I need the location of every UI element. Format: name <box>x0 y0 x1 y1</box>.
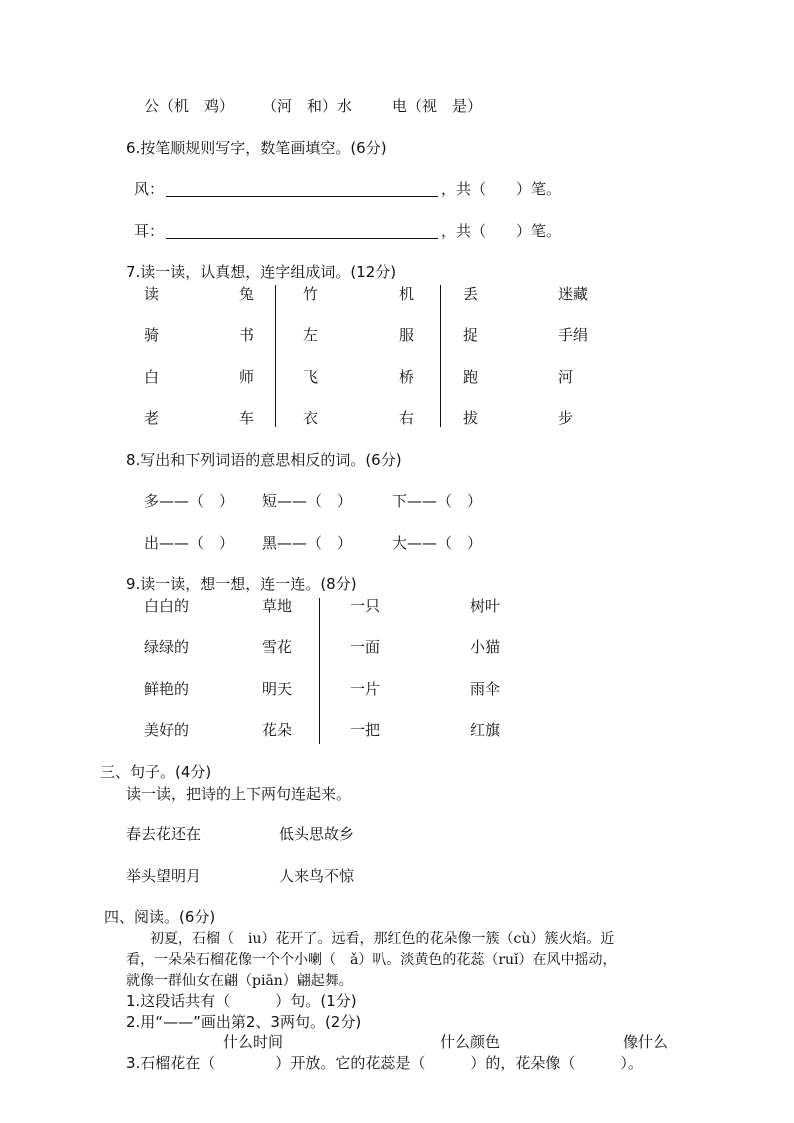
q7-word[interactable]: 步 <box>558 409 574 427</box>
q6-answer-line-1[interactable] <box>166 196 438 197</box>
poem-line[interactable]: 举头望明月 <box>126 867 202 885</box>
q7-divider-1 <box>275 285 276 427</box>
reading-q1: 1.这段话共有（ ）句。(1分) <box>126 992 357 1010</box>
q9-word[interactable]: 花朵 <box>262 721 293 739</box>
q7-word[interactable]: 师 <box>239 368 255 386</box>
q7-word[interactable]: 读 <box>144 285 160 303</box>
q9-divider <box>319 598 320 744</box>
q9-word[interactable]: 白白的 <box>144 597 190 615</box>
q9-word[interactable]: 鲜艳的 <box>144 680 190 698</box>
reading-q3: 3.石榴花在（ ）开放。它的花蕊是（ ）的，花朵像（ ）。 <box>126 1054 643 1072</box>
section3-title: 三、句子。(4分) <box>100 763 212 781</box>
q7-word[interactable]: 拔 <box>463 409 479 427</box>
passage-line: 看，一朵朵石榴花像一个个小喇（ ǎ）叭。淡黄色的花蕊（ruǐ）在风中摇动， <box>126 952 617 968</box>
q9-word[interactable]: 一只 <box>350 597 381 615</box>
q7-word[interactable]: 车 <box>239 409 255 427</box>
q7-word[interactable]: 竹 <box>303 285 319 303</box>
hint-color: 什么颜色 <box>440 1033 501 1051</box>
passage-line: 就像一群仙女在翩（piān）翩起舞。 <box>126 973 353 989</box>
poem-line[interactable]: 人来鸟不惊 <box>279 867 355 885</box>
q8-item[interactable]: 下——（ ） <box>392 492 483 510</box>
q9-word[interactable]: 红旗 <box>470 721 501 739</box>
q9-title: 9.读一读，想一想，连一连。(8分) <box>126 575 357 593</box>
section3-instruction: 读一读，把诗的上下两句连起来。 <box>126 785 352 803</box>
q6-char-1: 风： <box>134 180 165 198</box>
q9-word[interactable]: 明天 <box>262 680 293 698</box>
q7-word[interactable]: 桥 <box>399 368 415 386</box>
q8-title: 8.写出和下列词语的意思相反的词。(6分) <box>126 451 402 469</box>
q5-option-1: 公（机 鸡） <box>144 97 235 115</box>
q9-word[interactable]: 树叶 <box>470 597 501 615</box>
q7-title: 7.读一读，认真想，连字组成词。(12分) <box>126 263 397 281</box>
q7-divider-2 <box>440 285 441 427</box>
q7-word[interactable]: 丢 <box>463 285 479 303</box>
q9-word[interactable]: 一面 <box>350 638 381 656</box>
q9-word[interactable]: 一把 <box>350 721 381 739</box>
q8-item[interactable]: 黑——（ ） <box>262 534 353 552</box>
q7-word[interactable]: 跑 <box>463 368 479 386</box>
q6-suffix-1: ，共（ ）笔。 <box>441 180 562 198</box>
q8-item[interactable]: 出——（ ） <box>144 534 235 552</box>
q9-word[interactable]: 雪花 <box>262 638 293 656</box>
q6-char-2: 耳： <box>134 222 165 240</box>
hint-time: 什么时间 <box>223 1033 284 1051</box>
q7-word[interactable]: 捉 <box>463 326 479 344</box>
q7-word[interactable]: 衣 <box>303 409 319 427</box>
q9-word[interactable]: 草地 <box>262 597 293 615</box>
q9-word[interactable]: 美好的 <box>144 721 190 739</box>
reading-q2: 2.用“——”画出第2、3两句。(2分) <box>126 1013 362 1031</box>
q7-word[interactable]: 飞 <box>303 368 319 386</box>
q8-item[interactable]: 短——（ ） <box>262 492 353 510</box>
passage-line: 初夏，石榴（ iu）花开了。远看，那红色的花朵像一簇（cù）簇火焰。近 <box>150 931 615 947</box>
q7-word[interactable]: 河 <box>558 368 574 386</box>
q5-option-2: （河 和）水 <box>262 97 353 115</box>
q7-word[interactable]: 白 <box>144 368 160 386</box>
q9-word[interactable]: 一片 <box>350 680 381 698</box>
q6-suffix-2: ，共（ ）笔。 <box>441 222 562 240</box>
q7-word[interactable]: 右 <box>399 409 415 427</box>
q7-word[interactable]: 左 <box>303 326 319 344</box>
hint-like: 像什么 <box>623 1033 669 1051</box>
q7-word[interactable]: 骑 <box>144 326 160 344</box>
q9-word[interactable]: 绿绿的 <box>144 638 190 656</box>
q6-answer-line-2[interactable] <box>166 238 438 239</box>
poem-line[interactable]: 春去花还在 <box>126 825 202 843</box>
q6-title: 6.按笔顺规则写字，数笔画填空。(6分) <box>126 139 387 157</box>
q7-word[interactable]: 迷藏 <box>558 285 589 303</box>
section4-title: 四、阅读。(6分) <box>104 908 216 926</box>
poem-line[interactable]: 低头思故乡 <box>279 825 355 843</box>
q9-word[interactable]: 雨伞 <box>470 680 501 698</box>
q7-word[interactable]: 机 <box>399 285 415 303</box>
q7-word[interactable]: 老 <box>144 409 160 427</box>
q8-item[interactable]: 多——（ ） <box>144 492 235 510</box>
q7-word[interactable]: 服 <box>399 326 415 344</box>
q9-word[interactable]: 小猫 <box>470 638 501 656</box>
q7-word[interactable]: 书 <box>239 326 255 344</box>
q5-option-3: 电（视 是） <box>392 97 483 115</box>
q7-word[interactable]: 手绢 <box>558 326 589 344</box>
q8-item[interactable]: 大——（ ） <box>392 534 483 552</box>
q7-word[interactable]: 兔 <box>239 285 255 303</box>
